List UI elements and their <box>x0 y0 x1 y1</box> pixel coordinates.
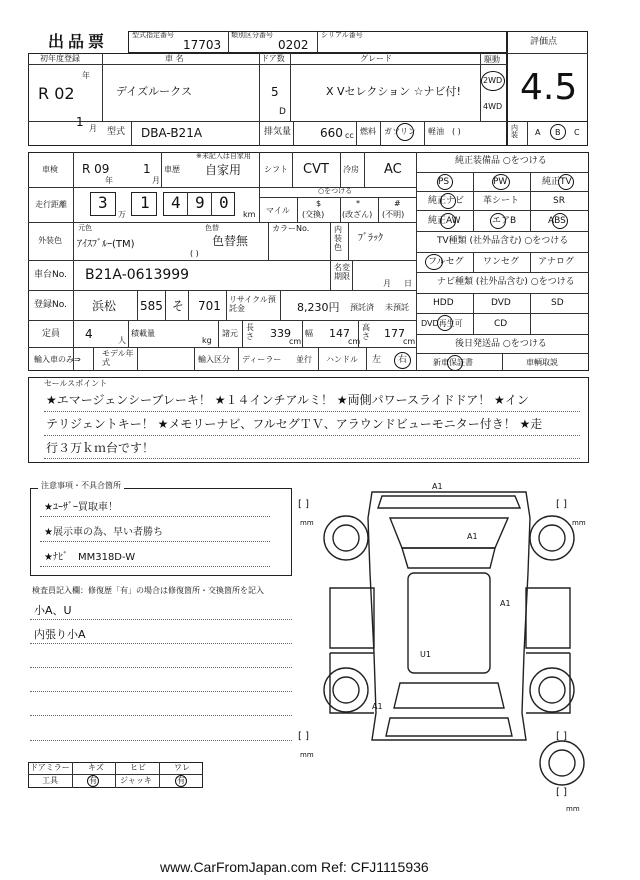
tire-bracket: [ ] <box>556 499 567 510</box>
nc-day: 日 <box>404 279 412 288</box>
load-label: 積載量 <box>131 329 155 338</box>
mile-label: マイル <box>266 206 290 215</box>
recycle-paid: 預託済 <box>350 303 374 312</box>
cm-unit: cm <box>348 337 361 346</box>
mm-label: mm <box>300 751 314 759</box>
cm-unit: cm <box>403 337 416 346</box>
man-unit: 万 <box>118 210 126 219</box>
equip-pw: PW <box>493 177 508 187</box>
legend-cell: ワレ <box>174 763 190 772</box>
note-line: ★展示車の為、早い者勝ち <box>44 527 163 538</box>
navi-dvd-play-circle <box>437 315 453 331</box>
score-label: 評価点 <box>530 37 558 47</box>
interior-label: 内装 <box>511 124 518 139</box>
inspector-label: 検査員記入欄：修復歴「有」の場合は修復箇所・交換箇所を記入 <box>32 586 264 595</box>
footer-ref: www.CarFromJapan.com Ref: CFJ1115936 <box>160 859 429 875</box>
tire-bracket: [ ] <box>556 787 567 798</box>
original-color: ｱｲｽﾌﾞﾙｰ(TM) <box>77 239 135 250</box>
reg-year: R 02 <box>38 84 75 103</box>
sales-line: 行３万ｋｍ台です！ <box>46 441 155 455</box>
interior-a: A <box>535 128 541 137</box>
drive-label: 駆動 <box>484 55 500 64</box>
drive-2wd: 2WD <box>483 76 503 85</box>
legend-cell: 有 <box>89 776 97 785</box>
interior-c: C <box>574 128 580 137</box>
mileage-label: 走行距離 <box>35 200 67 209</box>
damage-mark: U1 <box>420 650 431 659</box>
equip-tv: 純正TV <box>542 177 572 187</box>
tv-fullseg: フルセグ <box>428 257 464 267</box>
legend-circle <box>87 775 99 787</box>
reg-month: 1 <box>76 115 84 129</box>
tv-analog: アナログ <box>538 257 575 267</box>
recycle-amount: 8,230円 <box>297 301 340 314</box>
recycle-label: リサイクル預託金 <box>229 295 276 314</box>
width-value: 147 <box>329 327 350 340</box>
tire-bracket: [ ] <box>298 731 309 742</box>
length-label: 長さ <box>246 323 254 341</box>
displacement-value: 660 <box>320 126 343 140</box>
unknown-symbol: # <box>394 199 401 208</box>
color-paren: ( ) <box>190 249 199 258</box>
km-unit: km <box>243 210 256 219</box>
sales-label: セールスポイント <box>44 379 108 388</box>
equip-pw-circle <box>492 174 510 190</box>
load-unit: kg <box>202 336 212 345</box>
mm-label: mm <box>566 805 580 813</box>
equip-abs-circle <box>552 213 568 229</box>
legend-cell: キズ <box>88 763 104 772</box>
cm-unit: cm <box>289 337 302 346</box>
handle-left: 左 <box>372 355 382 365</box>
model-label: 型式 <box>107 127 126 137</box>
ac-value: AC <box>384 162 402 177</box>
grade-value: X Vセレクション ☆ナビ付! <box>326 85 461 98</box>
exchange-label: (交換) <box>302 210 325 219</box>
navi-dvd: DVD <box>491 298 511 308</box>
inspector-line: 小A、U <box>34 604 72 617</box>
first-reg-label: 初年度登録 <box>40 54 80 63</box>
int-color-label: 内装色 <box>334 225 342 252</box>
fuel-label: 燃料 <box>360 127 376 136</box>
docs-warranty-circle <box>447 355 463 371</box>
height-label: 高さ <box>362 323 370 341</box>
tv-fullseg-circle <box>425 254 443 270</box>
legend-cell: 工具 <box>42 776 58 785</box>
cc-unit: cc <box>345 131 354 140</box>
legend-circle <box>175 775 187 787</box>
docs-warranty: 新車保証書 <box>433 358 473 367</box>
class-label: 類別区分番号 <box>231 31 273 39</box>
unknown-label: (不明) <box>382 210 405 219</box>
reg-label: 登録No. <box>34 300 67 310</box>
mm-label: mm <box>300 519 314 527</box>
navi-sd: SD <box>551 298 564 308</box>
tire-bracket: [ ] <box>298 499 309 510</box>
import-label: 輸入車のみ⇒ <box>34 355 81 364</box>
nc-month: 月 <box>383 279 391 288</box>
inspection-month: 1 <box>143 162 151 176</box>
damage-mark: A1 <box>467 532 478 541</box>
ext-color-label: 外装色 <box>38 236 62 245</box>
damage-mark: A1 <box>500 599 511 608</box>
fuel-circle <box>396 123 414 141</box>
length-value: 339 <box>270 327 291 340</box>
equip-aw: 純正AW <box>428 216 461 226</box>
equip-navi: 純正ナビ <box>428 196 465 206</box>
inspection-year: R 09 <box>82 162 110 176</box>
navi-hdd: HDD <box>433 298 454 308</box>
name-change-label: 名変期限 <box>334 263 350 281</box>
mileage-digit: 4 <box>171 193 181 212</box>
type-number: 17703 <box>183 38 222 52</box>
reg-class: 585 <box>140 299 163 313</box>
door-type: D <box>279 107 286 117</box>
diesel-label: 軽油 <box>428 127 444 136</box>
capacity-unit: 人 <box>118 336 126 345</box>
diesel-paren: ( ) <box>452 127 461 136</box>
color-code-label: カラーNo. <box>272 224 310 233</box>
tire-bracket: [ ] <box>556 731 567 742</box>
evaluation-score: 4.5 <box>520 67 578 108</box>
notes-label: 注意事項・不具合箇所 <box>38 482 124 490</box>
serial-label: シリアル番号 <box>321 31 363 39</box>
reg-number: 701 <box>198 299 221 313</box>
damage-mark: A1 <box>432 482 443 491</box>
handle-label: ハンドル <box>326 355 358 364</box>
chassis-value: B21A-0613999 <box>85 267 190 283</box>
legend-cell: ジャッキ <box>120 776 152 785</box>
usage-label: 車歴 <box>164 165 180 174</box>
navi-dvd-play: DVD再生可 <box>421 319 463 328</box>
equip-ps-circle <box>437 174 453 190</box>
width-label: 幅 <box>305 329 313 338</box>
mileage-digit: 9 <box>195 193 205 212</box>
handle-right-circle <box>394 352 411 369</box>
tv-title: TV種類 (社外品含む) ○をつける <box>437 236 569 246</box>
car-name: デイズルークス <box>116 85 193 98</box>
docs-title: 後日発送品 ○をつける <box>455 339 547 349</box>
mm-label: mm <box>572 519 586 527</box>
insp-month-unit: 月 <box>152 176 160 185</box>
shift-label: シフト <box>264 165 288 174</box>
ac-label: 冷房 <box>343 165 359 174</box>
shift-value: CVT <box>303 162 329 177</box>
mileage-circle-note: ○をつける <box>318 187 353 195</box>
capacity-value: 4 <box>85 327 93 341</box>
mileage-digit: 3 <box>98 193 108 212</box>
sheet-title: 出品票 <box>48 32 109 51</box>
color-change-value: 色替無 <box>212 234 249 248</box>
grade-label: グレード <box>360 54 392 63</box>
docs-manual: 車輌取説 <box>526 358 558 367</box>
recycle-unpaid: 未預託 <box>385 303 409 312</box>
damage-mark: A1 <box>372 702 383 711</box>
usage-value: 自家用 <box>205 163 242 177</box>
inspector-line: 内張り小A <box>34 628 86 641</box>
fuel-value: ガソリン <box>384 127 416 136</box>
car-damage-diagram <box>290 478 610 808</box>
mileage-digit: 1 <box>140 193 150 212</box>
model-year-label: モデル年式 <box>102 349 134 367</box>
exchange-symbol: $ <box>316 199 322 208</box>
handle-right: 右 <box>398 355 408 365</box>
interior-b: B <box>555 128 561 137</box>
year-unit: 年 <box>82 71 90 80</box>
legend-cell: ヒビ <box>130 763 146 772</box>
equip-aw-circle <box>440 213 456 229</box>
navi-cd: CD <box>494 319 508 329</box>
int-color-value: ﾌﾞﾗｯｸ <box>358 233 383 244</box>
equip-sr: SR <box>553 196 565 206</box>
reg-city: 浜松 <box>92 299 117 313</box>
doors-value: 5 <box>271 85 279 99</box>
reg-kana: そ <box>172 299 185 313</box>
doors-label: ドア数 <box>261 54 285 63</box>
tamper-label: (改ざん) <box>342 210 373 219</box>
type-label: 型式指定番号 <box>132 31 174 39</box>
equip-ps: PS <box>438 177 450 187</box>
legend-cell: ドアミラー <box>30 763 70 772</box>
month-unit: 月 <box>89 124 97 133</box>
chassis-label: 車台No. <box>34 270 67 280</box>
tamper-symbol: * <box>356 199 360 208</box>
sales-line: ★エマージェンシーブレーキ！ ★１４インチアルミ！ ★両側パワースライドドア！ ★イン <box>46 393 529 407</box>
equip-abs: ABS <box>548 216 566 226</box>
capacity-label: 定員 <box>42 329 61 339</box>
model-value: DBA-B21A <box>141 126 203 140</box>
legend-cell: 有 <box>177 776 185 785</box>
car-name-label: 車 名 <box>165 54 184 63</box>
drive-4wd: 4WD <box>483 102 503 111</box>
navi-title: ナビ種類 (社外品含む) ○をつける <box>437 277 575 287</box>
displacement-label: 排気量 <box>264 127 292 137</box>
parallel-label: 並行 <box>296 355 312 364</box>
height-value: 177 <box>384 327 405 340</box>
equip-airbag-circle <box>490 213 506 229</box>
original-color-label: 元色 <box>78 224 92 232</box>
equip-airbag: エアB <box>492 216 517 226</box>
dims-label: 諸元 <box>222 329 238 338</box>
sales-line: テリジェントキー！ ★メモリーナビ、フルセグＴＶ、アラウンドビューモニター付き！ ★走 <box>46 417 543 431</box>
note-line: ★ﾕｰｻﾞｰ買取車！ <box>44 502 118 513</box>
import-class-label: 輸入区分 <box>198 355 230 364</box>
note-line: ★ﾅﾋﾞ MM318D-W <box>44 552 136 563</box>
equip-leather: 革シート <box>483 196 520 206</box>
usage-note: ※未記入は自家用 <box>196 152 251 160</box>
tv-oneseg: ワンセグ <box>483 257 520 267</box>
equip-tv-circle <box>558 174 574 190</box>
dealer-label: ディーラー <box>242 355 282 364</box>
insp-year-unit: 年 <box>105 176 113 185</box>
equipment-title: 純正装備品 ○をつける <box>455 156 547 166</box>
color-change-label: 色替 <box>205 224 219 232</box>
inspection-label: 車検 <box>42 165 58 174</box>
interior-b-circle <box>550 124 566 140</box>
class-number: 0202 <box>278 38 309 52</box>
mileage-digit: 0 <box>219 193 229 212</box>
equip-navi-circle <box>440 193 456 209</box>
